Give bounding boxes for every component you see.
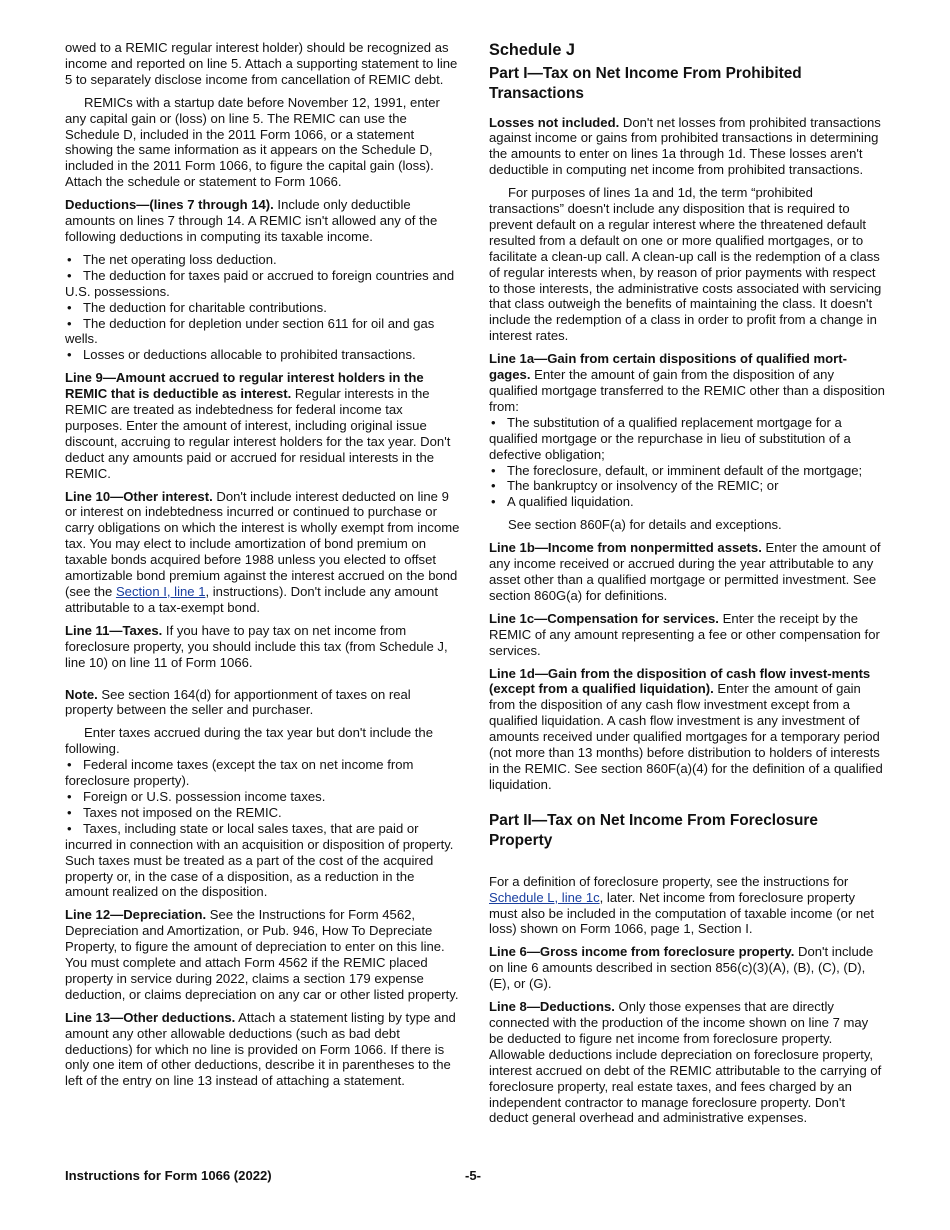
remics-paragraph: REMICs with a startup date before November 12, 1991, enter any capital gain or (loss) on line 5. The REMIC can use the Schedule D, included in the 2011 Form 1066, or a statement showing the same information as it appears on the Schedule D, included in the 2011 Form 1066, to figure the capital gain (loss). Attach the schedule or statement to Form 1066. — [65, 94, 440, 190]
line1a-paragraph: Line 1a—Gain from certain dispositions of qualified mort-gages. Enter the amount of gain from the disposition of any qualified mortgage transferred to the REMIC other than a disposition from: — [489, 351, 885, 414]
list-item: • Taxes, including state or local sales taxes, that are paid or incurred in connection with an acquisition or disposition of property. Such taxes must be treated as a part of the cost of the acquired property or, in the case of a disposition, as a reduction in the amount realized on the disposition. — [65, 821, 461, 901]
line12-heading: Line 12—Depreciation. — [65, 907, 207, 923]
list-item: • The deduction for taxes paid or accrued to foreign countries and U.S. possessions. — [65, 268, 461, 300]
list-item: • Foreign or U.S. possession income taxes. — [65, 789, 461, 805]
line13-paragraph: Line 13—Other deductions. Attach a statement listing by type and amount any other allowable deductions (such as bad debt deductions) for which no line is provided on Form 1066. If there is only one item of other deductions, describe it in parentheses to the left of the entry on line 13 instead of attaching a statement. — [65, 1009, 456, 1089]
line11-heading: Line 11—Taxes. — [65, 622, 163, 638]
list-item: • The deduction for depletion under section 611 for oil and gas wells. — [65, 316, 461, 348]
list-item: • The foreclosure, default, or imminent default of the mortgage; — [489, 463, 885, 479]
list-item: • A qualified liquidation. — [489, 494, 885, 510]
line1d-heading: Line 1d—Gain from the disposition of cash flow invest-ments (except from a qualified liquidation). — [489, 665, 871, 697]
note-heading: Note. — [65, 686, 98, 702]
list-item: • The substitution of a qualified replacement mortgage for a qualified mortgage or the repurchase in lieu of substitution of a defective obligation; — [489, 415, 885, 463]
line8-paragraph: Line 8—Deductions. Only those expenses that are directly connected with the production of the income shown on line 7 may be deducted to figure net income from foreclosure property. Allowable deductions include depreciation on foreclosure property, interest accrued on debt of the REMIC attributable to the carrying of foreclosure property, real estate taxes, and fees charged by an independent contractor to manage foreclosure property. Don't deduct general overhead and administrative expenses. — [489, 999, 882, 1126]
schedule-title: Schedule J — [489, 41, 575, 59]
line12-paragraph: Line 12—Depreciation. See the Instructions for Form 4562, Depreciation and Amortization, or Pub. 946, How To Depreciate Property, to figure the amount of depreciation to enter on this line. You must complete and attach Form 4562 if the REMIC placed property in service during 2022, claims a section 179 expense deduction, or claims depreciation on any car or other listed property. — [65, 907, 459, 1002]
list-item: • Losses or deductions allocable to prohibited transactions. — [65, 347, 461, 363]
line1b-paragraph: Line 1b—Income from nonpermitted assets. Enter the amount of any income received or accrued during the year attributable to any asset other than a qualified mortgage or permitted investment. See section 860G(a) for definitions. — [489, 540, 881, 603]
taxes-list — [65, 757, 461, 900]
line10-heading: Line 10—Other interest. — [65, 488, 213, 504]
footer-page-number: -5- — [465, 1168, 482, 1183]
part2-title: Part II—Tax on Net Income From Foreclosure Property — [489, 811, 818, 850]
note-paragraph: Note. See section 164(d) for apportionment of taxes on real property between the seller and purchaser. — [65, 686, 411, 718]
deductions-heading: Deductions—(lines 7 through 14). — [65, 197, 274, 213]
line9-heading: Line 9—Amount accrued to regular interest holders in the REMIC that is deductible as interest. — [65, 370, 424, 402]
list-item: • The net operating loss deduction. — [65, 252, 461, 268]
line1a-list — [489, 415, 885, 510]
schedule-l-line1c-link[interactable]: Schedule L, line 1c — [489, 889, 600, 905]
deductions-paragraph: Deductions—(lines 7 through 14). Include only deductible amounts on lines 7 through 14. A REMIC isn't allowed any of the following deductions in computing its taxable income. — [65, 197, 438, 244]
list-item: • The bankruptcy or insolvency of the REMIC; or — [489, 478, 885, 494]
line1d-paragraph: Line 1d—Gain from the disposition of cash flow invest-ments (except from a qualified liquidation). Enter the amount of gain from the disposition of any cash flow investment except from a qualified liquidation. A cash flow investment is any investment of amounts received under qualified mortgages for a temporary period (not more than 13 months) before distribution to holders of interests in the REMIC. See section 860F(a)(4) for the definition of a qualified liquidation. — [489, 665, 883, 792]
section-i-line1-link[interactable]: Section I, line 1 — [115, 584, 206, 599]
line6-paragraph: Line 6—Gross income from foreclosure property. Don't include on line 6 amounts described in section 856(c)(3)(A), (B), (C), (D), (E), or (G). — [489, 944, 874, 992]
losses-heading: Losses not included. — [489, 114, 620, 130]
line1a-heading: Line 1a—Gain from certain dispositions of qualified mort-gages. — [489, 351, 847, 383]
footer-form-title: Instructions for Form 1066 (2022) — [65, 1168, 272, 1183]
list-item: • Taxes not imposed on the REMIC. — [65, 805, 461, 821]
losses-paragraph: Losses not included. Don't net losses from prohibited transactions against income or gains from prohibited transactions in determining the amounts to enter on lines 1a through 1d. These losses aren't deductible in computing net income from prohibited transactions. — [489, 114, 881, 178]
deductions-list — [65, 252, 461, 363]
line1c-paragraph: Line 1c—Compensation for services. Enter the receipt by the REMIC of any amount representing a fee or other compensation for services. — [489, 610, 880, 658]
left-column — [65, 40, 461, 1096]
foreclosure-definition-paragraph: For a definition of foreclosure property, see the instructions for Schedule L, line 1c, later. Net income from foreclosure property must also be included in the computation of taxable income (or net loss) shown on Form 1066, page 1, Section I. — [489, 873, 875, 937]
purposes-paragraph: For purposes of lines 1a and 1d, the term “prohibited transactions” doesn't include any disposition that is required to prevent default on a regular interest where the threatened default resulted from a default on one or more qualified mortgages, or to facilitate a clean-up call. A clean-up call is the redemption of a class of regular interests when, by reason of prior payments with respect to those interests, the administrative costs associated with servicing that class outweigh the benefits of maintaining the class. It doesn't include the redemption of a class in order to profit from a change in interest rates. — [489, 185, 882, 344]
line10-paragraph: Line 10—Other interest. Don't include interest deducted on line 9 or interest on indebtedness incurred or continued to purchase or carry obligations on which the interest is wholly exempt from income tax. You may elect to include amortization of bond premium on taxable bonds acquired before 1988 unless you elected to offset amortizable bond premium against the interest accrued on the bond (see the Section I, line 1, instructions). Don't include any amount attributable to a tax-exempt bond. — [65, 488, 460, 615]
see-860f-paragraph: See section 860F(a) for details and exceptions. — [508, 517, 782, 533]
list-item: • Federal income taxes (except the tax on net income from foreclosure property). — [65, 757, 461, 789]
line6-heading: Line 6—Gross income from foreclosure property. — [489, 944, 795, 960]
list-item: • The deduction for charitable contributions. — [65, 300, 461, 316]
part1-title: Part I—Tax on Net Income From Prohibited Transactions — [489, 64, 802, 102]
line1b-heading: Line 1b—Income from nonpermitted assets. — [489, 540, 762, 556]
intro-paragraph: owed to a REMIC regular interest holder) should be recognized as income and reported on line 5. Attach a supporting statement to line 5 to separately disclose income from cancellation of REMIC debt. — [65, 40, 458, 87]
line1c-heading: Line 1c—Compensation for services. — [489, 610, 719, 626]
line9-paragraph: Line 9—Amount accrued to regular interest holders in the REMIC that is deductible as interest. Regular interests in the REMIC are treated as indebtedness for federal income tax purposes. Enter the amount of interest, including original issue discount, accruing to regular interest holders for the tax year. Don't deduct any amounts paid or accrued for residual interests in the REMIC. — [65, 370, 451, 481]
enter-taxes-paragraph: Enter taxes accrued during the tax year but don't include the following. — [65, 725, 433, 757]
line11-paragraph: Line 11—Taxes. If you have to pay tax on net income from foreclosure property, you should include this tax (from Schedule J, line 10) on line 11 of Form 1066. — [65, 622, 448, 670]
line8-heading: Line 8—Deductions. — [489, 999, 615, 1015]
line13-heading: Line 13—Other deductions. — [65, 1009, 236, 1025]
right-column — [489, 40, 885, 1133]
